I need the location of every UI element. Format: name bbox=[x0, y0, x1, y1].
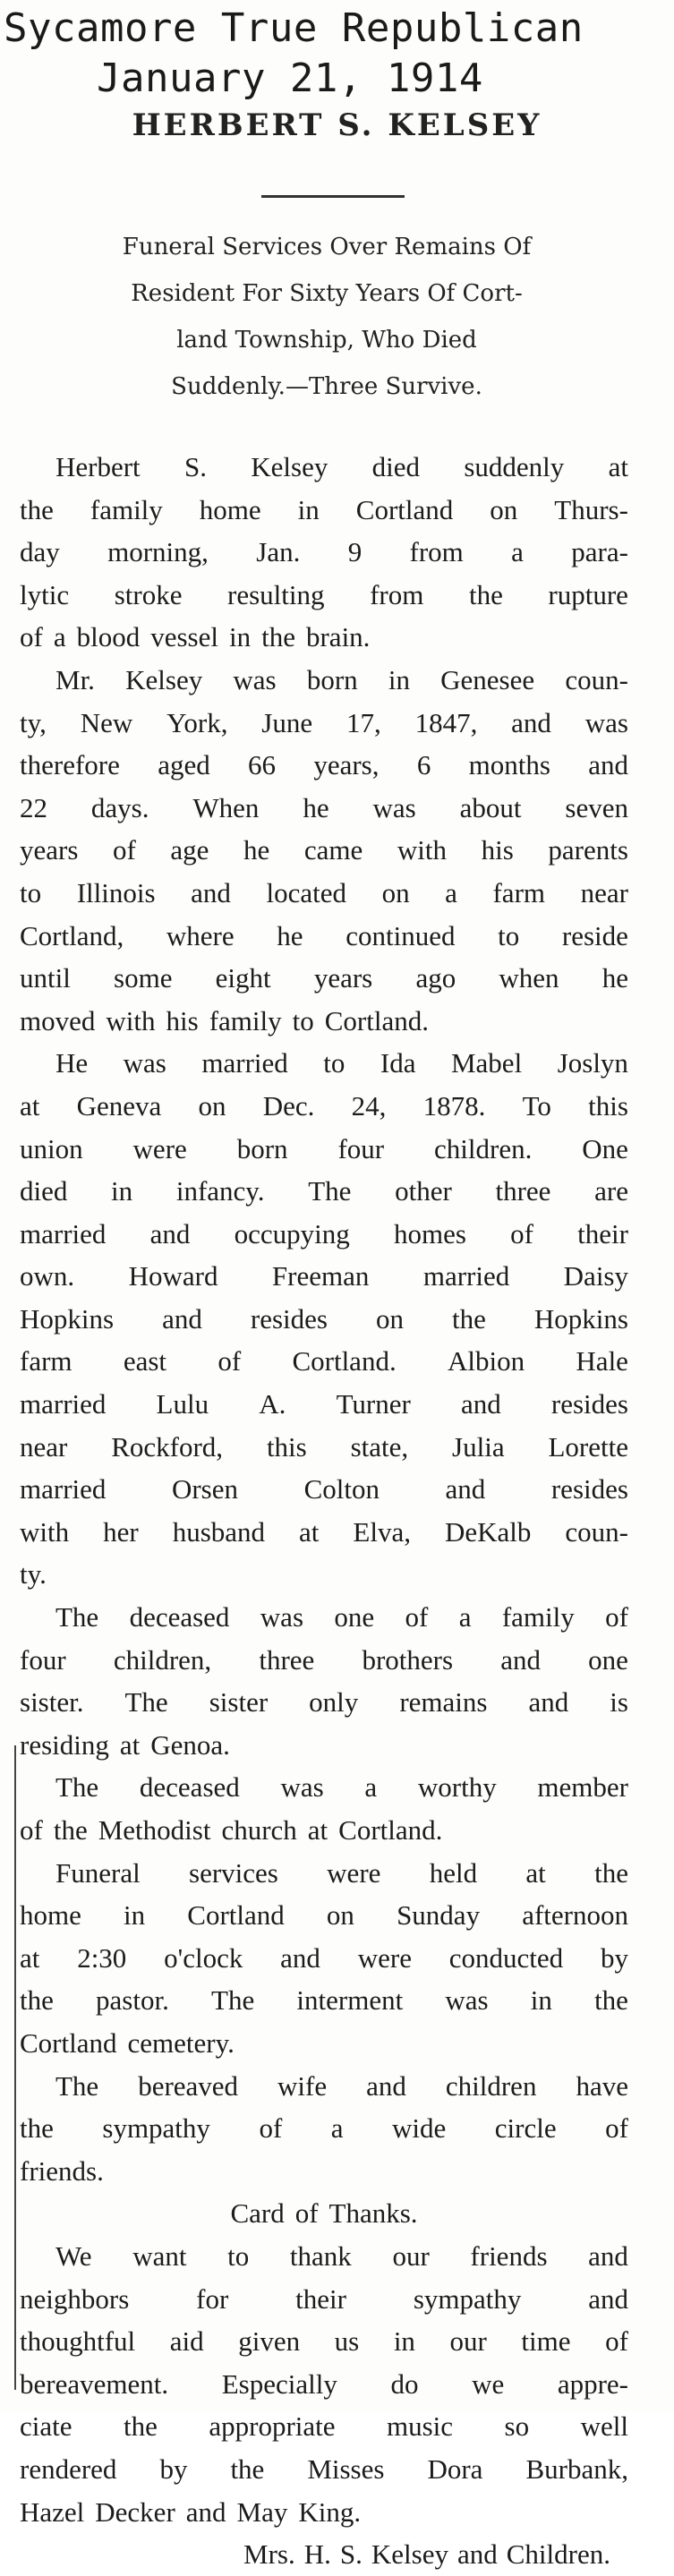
deck-line: Suddenly.—Three Survive. bbox=[171, 373, 482, 400]
article-line: Mr. Kelsey was born in Genesee coun- bbox=[55, 663, 628, 695]
article-line: ty, New York, June 17, 1847, and was bbox=[20, 706, 628, 738]
article-line: four children, three brothers and one bbox=[20, 1643, 628, 1676]
article-line: until some eight years ago when he bbox=[20, 962, 628, 994]
article-line: Hopkins and resides on the Hopkins bbox=[20, 1302, 628, 1335]
publication-date: January 21, 1914 bbox=[97, 55, 483, 101]
article-line: residing at Genoa. bbox=[20, 1728, 230, 1761]
article-line: day morning, Jan. 9 from a para- bbox=[20, 536, 628, 568]
card-line: bereavement. Especially do we appre- bbox=[20, 2367, 628, 2400]
article-line: died in infancy. The other three are bbox=[20, 1175, 628, 1207]
article-line: The deceased was a worthy member bbox=[55, 1771, 628, 1804]
article-line: near Rockford, this state, Julia Lorette bbox=[20, 1430, 628, 1463]
headline-rule bbox=[261, 195, 405, 198]
article-line: friends. bbox=[20, 2154, 104, 2187]
article-line: He was married to Ida Mabel Joslyn bbox=[55, 1047, 628, 1079]
card-of-thanks-title: Card of Thanks. bbox=[230, 2197, 418, 2230]
article-line: married Orsen Colton and resides bbox=[20, 1473, 628, 1506]
article-line: the pastor. The interment was in the bbox=[20, 1984, 628, 2017]
article-line: the family home in Cortland on Thurs- bbox=[20, 493, 628, 525]
deck-line: Resident For Sixty Years Of Cort- bbox=[131, 280, 523, 307]
article-line: of the Methodist church at Cortland. bbox=[20, 1814, 443, 1846]
card-line: ciate the appropriate music so well bbox=[20, 2410, 628, 2443]
article-line: farm east of Cortland. Albion Hale bbox=[20, 1345, 628, 1378]
card-line: rendered by the Misses Dora Burbank, bbox=[20, 2452, 628, 2485]
article-line: The deceased was one of a family of bbox=[55, 1601, 628, 1633]
article-line: 22 days. When he was about seven bbox=[20, 791, 628, 823]
article-line: ty. bbox=[20, 1558, 47, 1591]
article-line: with her husband at Elva, DeKalb coun- bbox=[20, 1515, 628, 1548]
article-line: Cortland cemetery. bbox=[20, 2026, 235, 2059]
card-line: Hazel Decker and May King. bbox=[20, 2495, 362, 2528]
article-line: Cortland, where he continued to reside bbox=[20, 919, 628, 951]
article-line: sister. The sister only remains and is bbox=[20, 1686, 628, 1719]
article-line: union were born four children. One bbox=[20, 1132, 628, 1164]
obituary-headline: HERBERT S. KELSEY bbox=[132, 107, 542, 143]
article-line: home in Cortland on Sunday afternoon bbox=[20, 1899, 628, 1932]
card-line: thoughtful aid given us in our time of bbox=[20, 2325, 628, 2358]
article-line: Funeral services were held at the bbox=[55, 1856, 628, 1889]
card-signature: Mrs. H. S. Kelsey and Children. bbox=[243, 2538, 610, 2571]
article-line: own. Howard Freeman married Daisy bbox=[20, 1260, 628, 1292]
article-body bbox=[20, 446, 628, 2576]
article-line: years of age he came with his parents bbox=[20, 834, 628, 866]
subheadline-deck bbox=[27, 224, 627, 410]
article-line: The bereaved wife and children have bbox=[55, 2069, 628, 2102]
article-line: to Illinois and located on a farm near bbox=[20, 876, 628, 908]
article-line: lytic stroke resulting from the rupture bbox=[20, 578, 628, 610]
article-line: the sympathy of a wide circle of bbox=[20, 2112, 628, 2145]
article-line: moved with his family to Cortland. bbox=[20, 1004, 429, 1036]
article-line: married Lulu A. Turner and resides bbox=[20, 1388, 628, 1420]
article-line: married and occupying homes of their bbox=[20, 1217, 628, 1250]
article-line: of a blood vessel in the brain. bbox=[20, 621, 371, 653]
deck-line: land Township, Who Died bbox=[176, 327, 477, 354]
card-line: We want to thank our friends and bbox=[55, 2239, 628, 2272]
newspaper-name: Sycamore True Republican bbox=[4, 5, 584, 51]
deck-line: Funeral Services Over Remains Of bbox=[122, 234, 532, 260]
article-line: at 2:30 o'clock and were conducted by bbox=[20, 1941, 628, 1974]
article-line: Herbert S. Kelsey died suddenly at bbox=[55, 451, 628, 482]
column-rule bbox=[14, 1745, 16, 2390]
article-line: at Geneva on Dec. 24, 1878. To this bbox=[20, 1089, 628, 1122]
article-line: therefore aged 66 years, 6 months and bbox=[20, 749, 628, 781]
card-line: neighbors for their sympathy and bbox=[20, 2282, 628, 2315]
